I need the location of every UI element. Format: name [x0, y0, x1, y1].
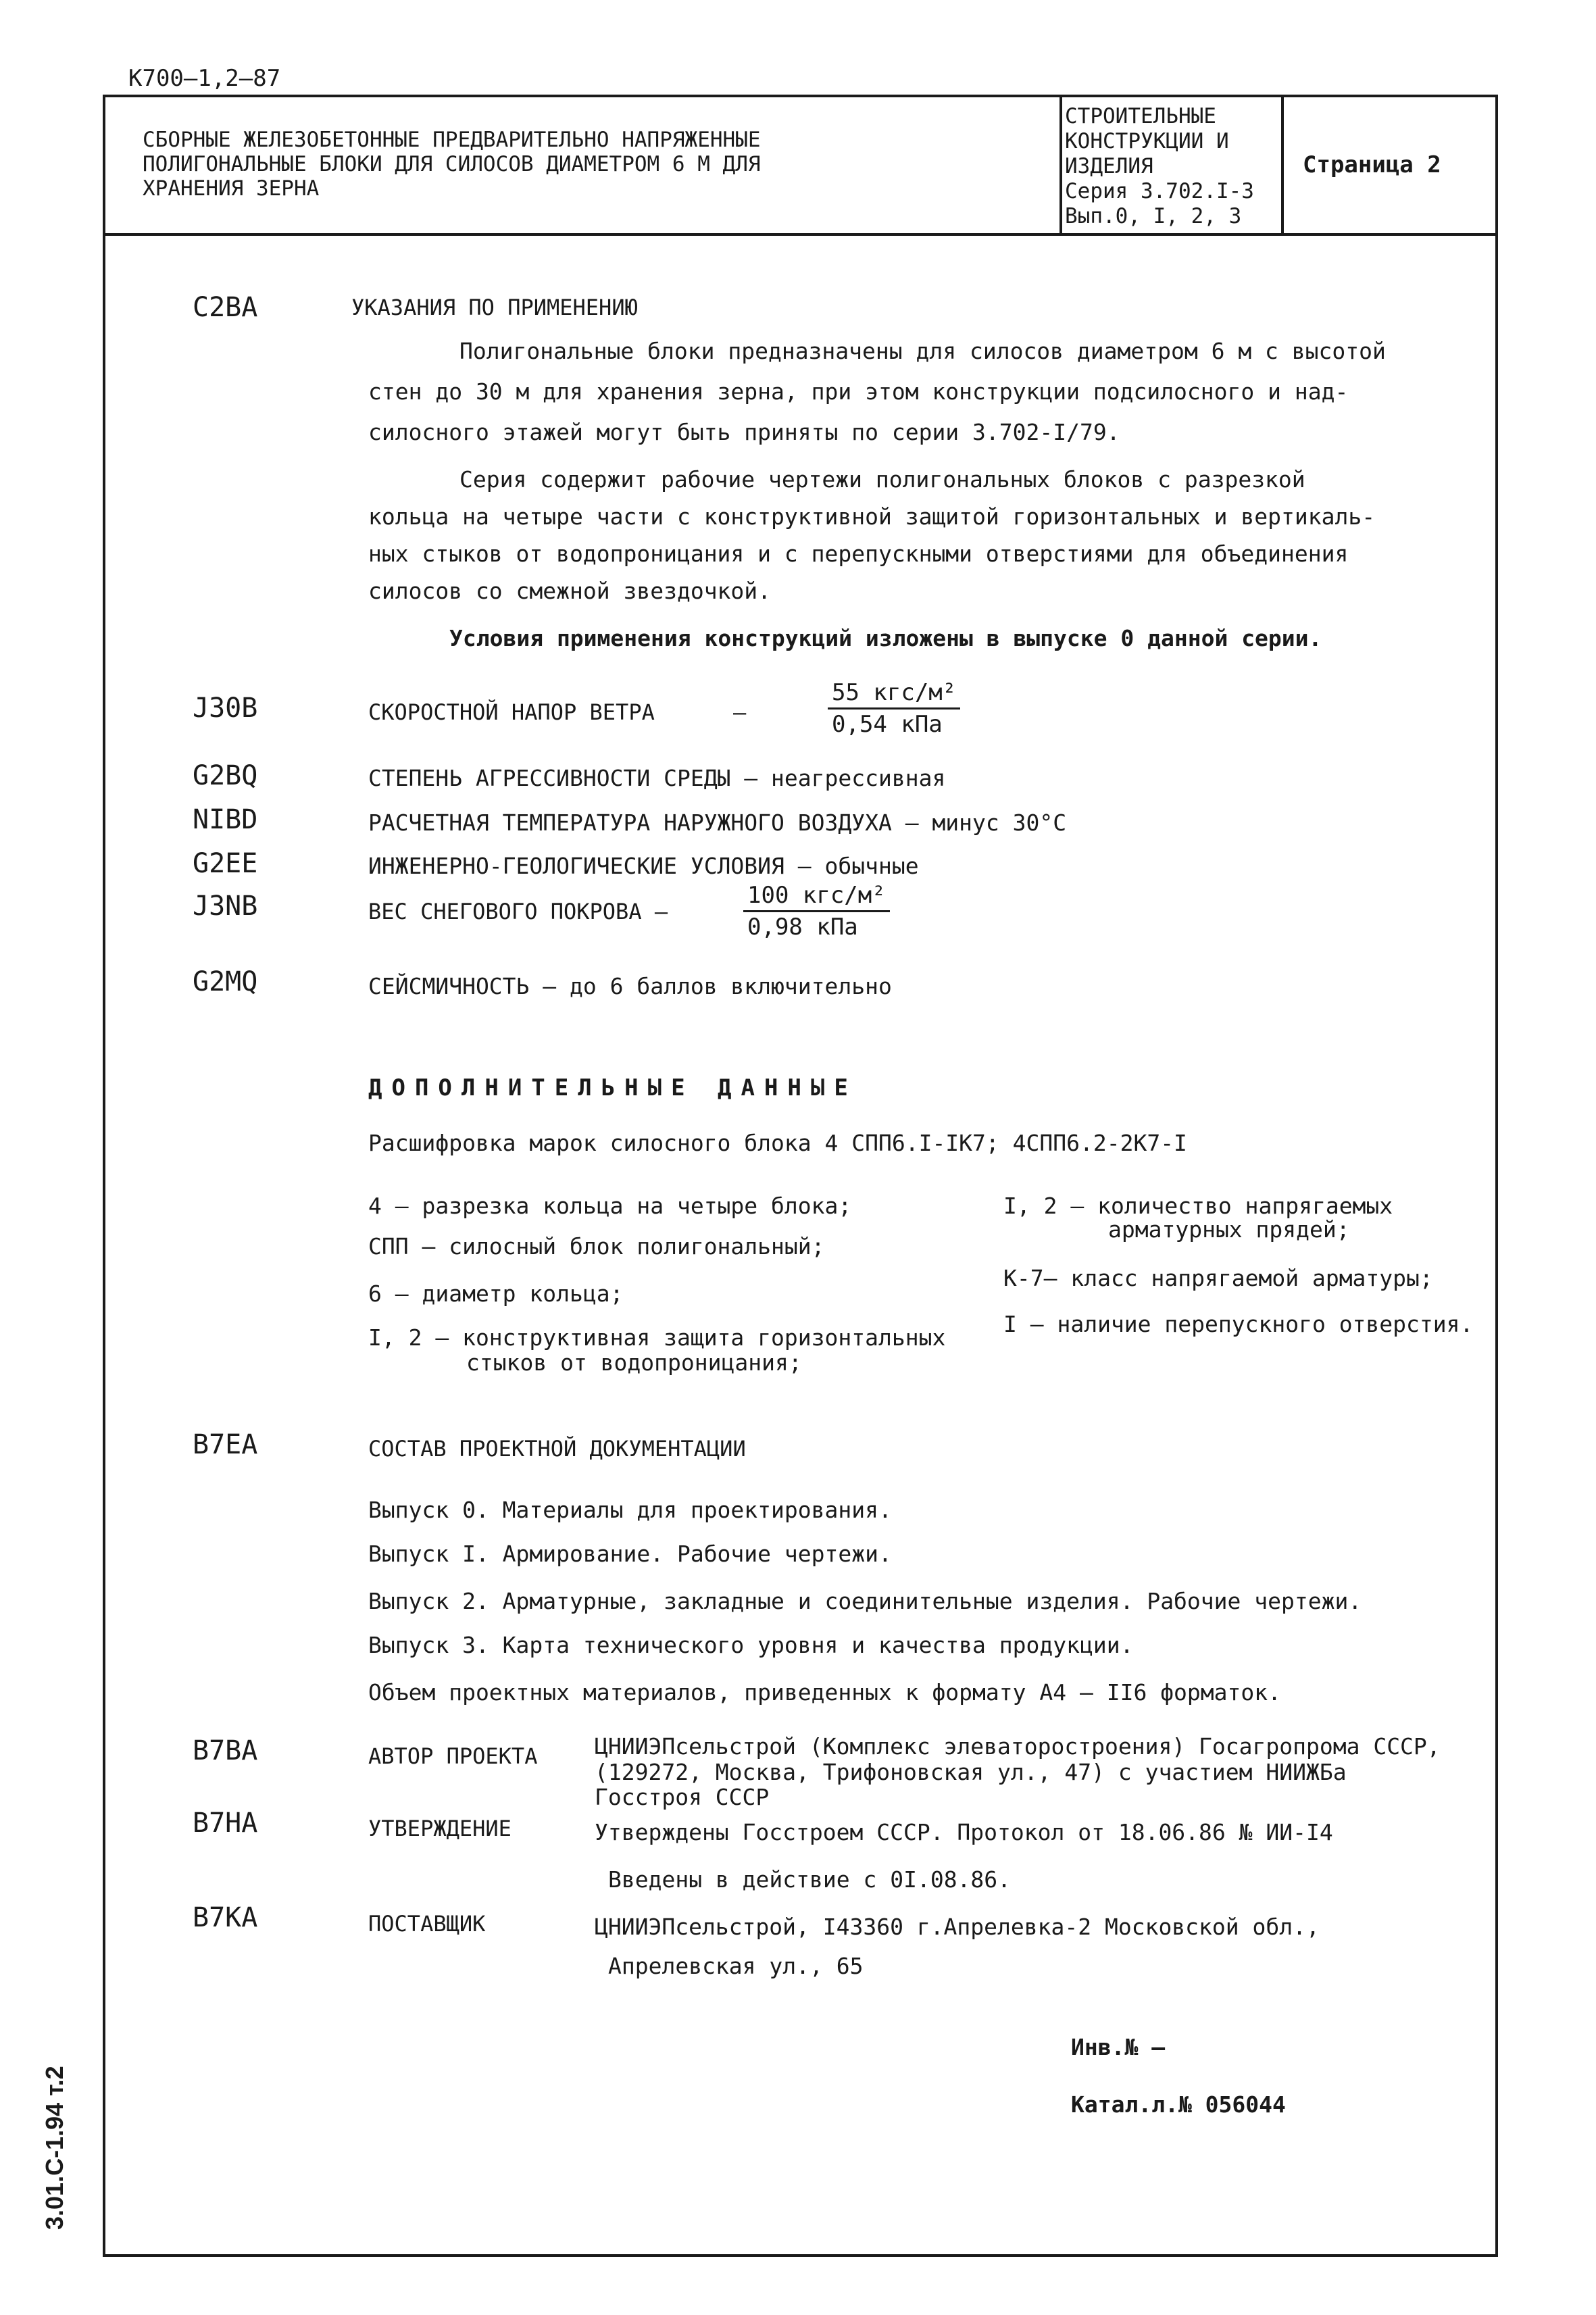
- section-code: B7EA: [193, 1429, 258, 1460]
- legend-right-item: I – наличие перепускного отверстия.: [1003, 1311, 1474, 1337]
- paragraph-line: стен до 30 м для хранения зерна, при этом конструкции подсилосного и над-: [368, 378, 1349, 405]
- section-code: G2BQ: [193, 760, 258, 791]
- supplier-line: Апрелевская ул., 65: [608, 1953, 864, 1979]
- decode-line: Расшифровка марок силосного блока 4 СПП6.I-IК7; 4СПП6.2-2К7-I: [368, 1130, 1187, 1156]
- approval-line: Утверждены Госстроем СССР. Протокол от 18.06.86 № ИИ-I4: [595, 1819, 1333, 1845]
- docs-line: Объем проектных материалов, приведенных к формату А4 – II6 форматок.: [368, 1679, 1282, 1706]
- series-line: Серия 3.702.I-3: [1065, 179, 1254, 203]
- snow-value-numerator: 100 кгс/м²: [743, 882, 890, 912]
- side-stamp: 3.01.С-1.94 т.2: [41, 2066, 68, 2230]
- wind-dash: –: [733, 699, 747, 725]
- legend-left-item: 6 – диаметр кольца;: [368, 1280, 624, 1307]
- section-code: B7HA: [193, 1808, 258, 1839]
- page-number: Страница 2: [1303, 151, 1441, 178]
- additional-data-title: ДОПОЛНИТЕЛЬНЫЕ ДАННЫЕ: [368, 1074, 857, 1101]
- section-code: B7BA: [193, 1735, 258, 1766]
- inventory-number: Инв.№ –: [1071, 2034, 1166, 2060]
- section-code: J3NB: [193, 891, 258, 922]
- title-line: СБОРНЫЕ ЖЕЛЕЗОБЕТОННЫЕ ПРЕДВАРИТЕЛЬНО НАПРЯЖЕННЫЕ: [143, 128, 761, 152]
- legend-left-item: 4 – разрезка кольца на четыре блока;: [368, 1193, 852, 1219]
- legend-right-item: арматурных прядей;: [1108, 1216, 1350, 1243]
- paragraph-line: силосов со смежной звездочкой.: [368, 578, 772, 604]
- section-title: СОСТАВ ПРОЕКТНОЙ ДОКУМЕНТАЦИИ: [368, 1436, 746, 1462]
- snow-label: ВЕС СНЕГОВОГО ПОКРОВА –: [368, 899, 668, 924]
- temperature-text: РАСЧЕТНАЯ ТЕМПЕРАТУРА НАРУЖНОГО ВОЗДУХА – минус 30°С: [368, 810, 1067, 836]
- title-line: ХРАНЕНИЯ ЗЕРНА: [143, 176, 320, 201]
- author-line: ЦНИИЭПсельстрой (Комплекс элеваторостроения) Госагропрома СССР,: [595, 1733, 1441, 1760]
- title-divider: [1059, 97, 1062, 233]
- author-line: Госстроя СССР: [595, 1784, 770, 1810]
- author-label: АВТОР ПРОЕКТА: [368, 1743, 538, 1769]
- series-line: КОНСТРУКЦИИ И: [1065, 129, 1229, 153]
- title-block: [105, 97, 1495, 236]
- wind-value-denominator: 0,54 кПа: [832, 711, 943, 738]
- legend-right-item: К-7– класс напрягаемой арматуры;: [1003, 1265, 1433, 1291]
- document-title: [143, 128, 761, 201]
- wind-value-numerator: 55 кгс/м²: [828, 679, 960, 710]
- approval-line: Введены в действие с 0I.08.86.: [608, 1866, 1012, 1893]
- docs-line: Выпуск 3. Карта технического уровня и качества продукции.: [368, 1632, 1134, 1658]
- docs-line: Выпуск 0. Материалы для проектирования.: [368, 1497, 892, 1523]
- legend-left-item: СПП – силосный блок полигональный;: [368, 1233, 825, 1260]
- section-code: C2BA: [193, 292, 258, 323]
- paragraph-line: силосного этажей могут быть приняты по серии 3.702-I/79.: [368, 419, 1120, 445]
- title-divider: [1281, 97, 1284, 233]
- medium-text: СТЕПЕНЬ АГРЕССИВНОСТИ СРЕДЫ – неагрессивная: [368, 765, 946, 791]
- series-line: СТРОИТЕЛЬНЫЕ: [1065, 104, 1216, 128]
- legend-left-item: I, 2 – конструктивная защита горизонтальных: [368, 1324, 946, 1351]
- legend-left-item: стыков от водопроницания;: [466, 1349, 802, 1376]
- supplier-label: ПОСТАВЩИК: [368, 1911, 486, 1937]
- series-line: ИЗДЕЛИЯ: [1065, 154, 1153, 178]
- series-info: [1065, 104, 1254, 229]
- docs-line: Выпуск I. Армирование. Рабочие чертежи.: [368, 1541, 892, 1567]
- legend-right-item: I, 2 – количество напрягаемых: [1003, 1193, 1393, 1219]
- supplier-line: ЦНИИЭПсельстрой, I43360 г.Апрелевка-2 Московской обл.,: [595, 1914, 1320, 1940]
- docs-line: Выпуск 2. Арматурные, закладные и соединительные изделия. Рабочие чертежи.: [368, 1588, 1362, 1614]
- wind-value: [828, 679, 960, 738]
- section-title: УКАЗАНИЯ ПО ПРИМЕНЕНИЮ: [351, 295, 638, 320]
- series-line: Вып.0, I, 2, 3: [1065, 204, 1242, 228]
- title-line: ПОЛИГОНАЛЬНЫЕ БЛОКИ ДЛЯ СИЛОСОВ ДИАМЕТРОМ 6 М ДЛЯ: [143, 152, 761, 176]
- wind-label: СКОРОСТНОЙ НАПОР ВЕТРА: [368, 699, 655, 725]
- snow-value: [743, 882, 890, 941]
- section-code: J30B: [193, 693, 258, 724]
- paragraph-line: Полигональные блоки предназначены для силосов диаметром 6 м с высотой: [459, 338, 1386, 364]
- paragraph-line: Серия содержит рабочие чертежи полигональных блоков с разрезкой: [459, 466, 1305, 493]
- catalog-number: Катал.л.№ 056044: [1071, 2091, 1286, 2118]
- paragraph-line: кольца на четыре части с конструктивной защитой горизонтальных и вертикаль-: [368, 503, 1376, 530]
- paragraph-line: ных стыков от водопроницания и с перепускными отверстиями для объединения: [368, 541, 1349, 567]
- document-code: К700—1,2—87: [128, 65, 281, 92]
- author-line: (129272, Москва, Трифоновская ул., 47) с участием НИИЖБа: [595, 1759, 1347, 1785]
- section-code: G2MQ: [193, 966, 258, 997]
- section-code: B7KA: [193, 1902, 258, 1933]
- section-code: NIBD: [193, 804, 258, 835]
- snow-value-denominator: 0,98 кПа: [747, 914, 858, 941]
- geology-text: ИНЖЕНЕРНО-ГЕОЛОГИЧЕСКИЕ УСЛОВИЯ – обычные: [368, 853, 919, 879]
- section-code: G2EE: [193, 848, 258, 879]
- seismic-text: СЕЙСМИЧНОСТЬ – до 6 баллов включительно: [368, 973, 892, 999]
- approval-label: УТВЕРЖДЕНИЕ: [368, 1816, 512, 1841]
- paragraph-line: Условия применения конструкций изложены в выпуске 0 данной серии.: [449, 625, 1322, 651]
